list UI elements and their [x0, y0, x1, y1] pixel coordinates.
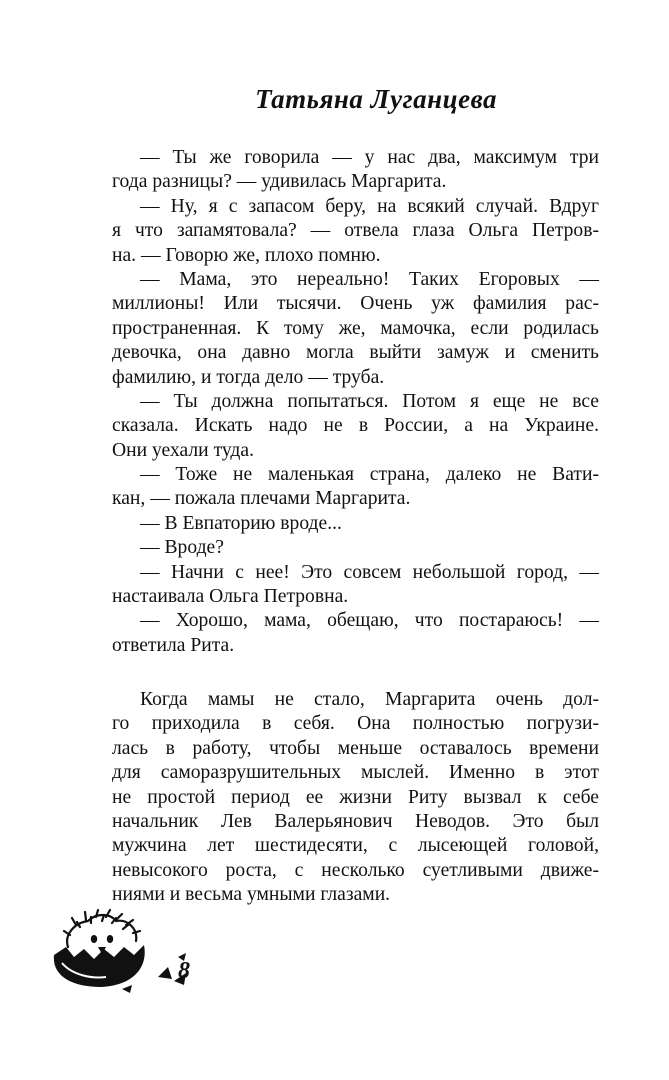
text-line: Когда мамы не стало, Маргарита очень дол- — [140, 689, 599, 710]
text-line: го приходила в себя. Она полностью погрузи- — [112, 713, 599, 735]
text-line: — Вроде? — [140, 537, 224, 559]
text-line: для саморазрушительных мыслей. Именно в этот — [112, 762, 599, 784]
text-line: на. — Говорю же, плохо помню. — [112, 244, 381, 266]
text-line: — Начни с нее! Это совсем небольшой город, — — [140, 561, 599, 583]
text-line: фамилию, и тогда дело — труба. — [112, 366, 385, 388]
dialogue-block — [112, 146, 599, 658]
text-line: года разницы? — удивилась Маргарита. — [112, 171, 447, 193]
text-line: невысокого роста, с несколько суетливыми движе- — [112, 859, 599, 881]
text-line: миллионы! Или тысячи. Очень уж фамилия рас- — [112, 293, 599, 315]
text-line: я что запамятовала? — отвела глаза Ольга Петров- — [112, 220, 599, 242]
text-line: начальник Лев Валерьянович Неводов. Это был — [112, 810, 599, 832]
text-line: — Мама, это нереально! Таких Егоровых — — [140, 268, 599, 290]
text-line: девочка, она давно могла выйти замуж и сменить — [112, 342, 599, 364]
text-line: настаивала Ольга Петровна. — [112, 586, 349, 608]
text-line: — Ну, я с запасом беру, на всякий случай. Вдруг — [140, 195, 599, 217]
narrative-paragraph — [112, 688, 599, 908]
text-line: кан, — пожала плечами Маргарита. — [112, 488, 411, 510]
running-title: Татьяна Луганцева — [255, 84, 497, 114]
text-line: — Ты должна попытаться. Потом я еще не все — [140, 390, 599, 412]
text-line: — Хорошо, мама, обещаю, что постараюсь! — — [140, 610, 599, 632]
text-line: — Тоже не маленькая страна, далеко не Вати- — [140, 464, 599, 486]
text-line: ниями и весьма умными глазами. — [112, 884, 391, 906]
text-line: не простой период ее жизни Риту вызвал к себе — [112, 786, 599, 808]
page-number: 8 — [178, 958, 190, 984]
text-line: сказала. Искать надо не в России, а на Украине. — [112, 415, 599, 437]
text-line: лась в работу, чтобы меньше оставалось времени — [112, 737, 599, 759]
text-line: — Ты же говорила — у нас два, максимум три — [140, 147, 599, 168]
text-line: мужчина лет шестидесяти, с лысеющей головой, — [112, 835, 599, 857]
text-line: пространенная. К тому же, мамочка, если родилась — [112, 317, 599, 339]
text-line: Они уехали туда. — [112, 439, 254, 461]
text-line: — В Евпаторию вроде... — [140, 512, 342, 534]
text-line: ответила Рита. — [112, 634, 235, 656]
